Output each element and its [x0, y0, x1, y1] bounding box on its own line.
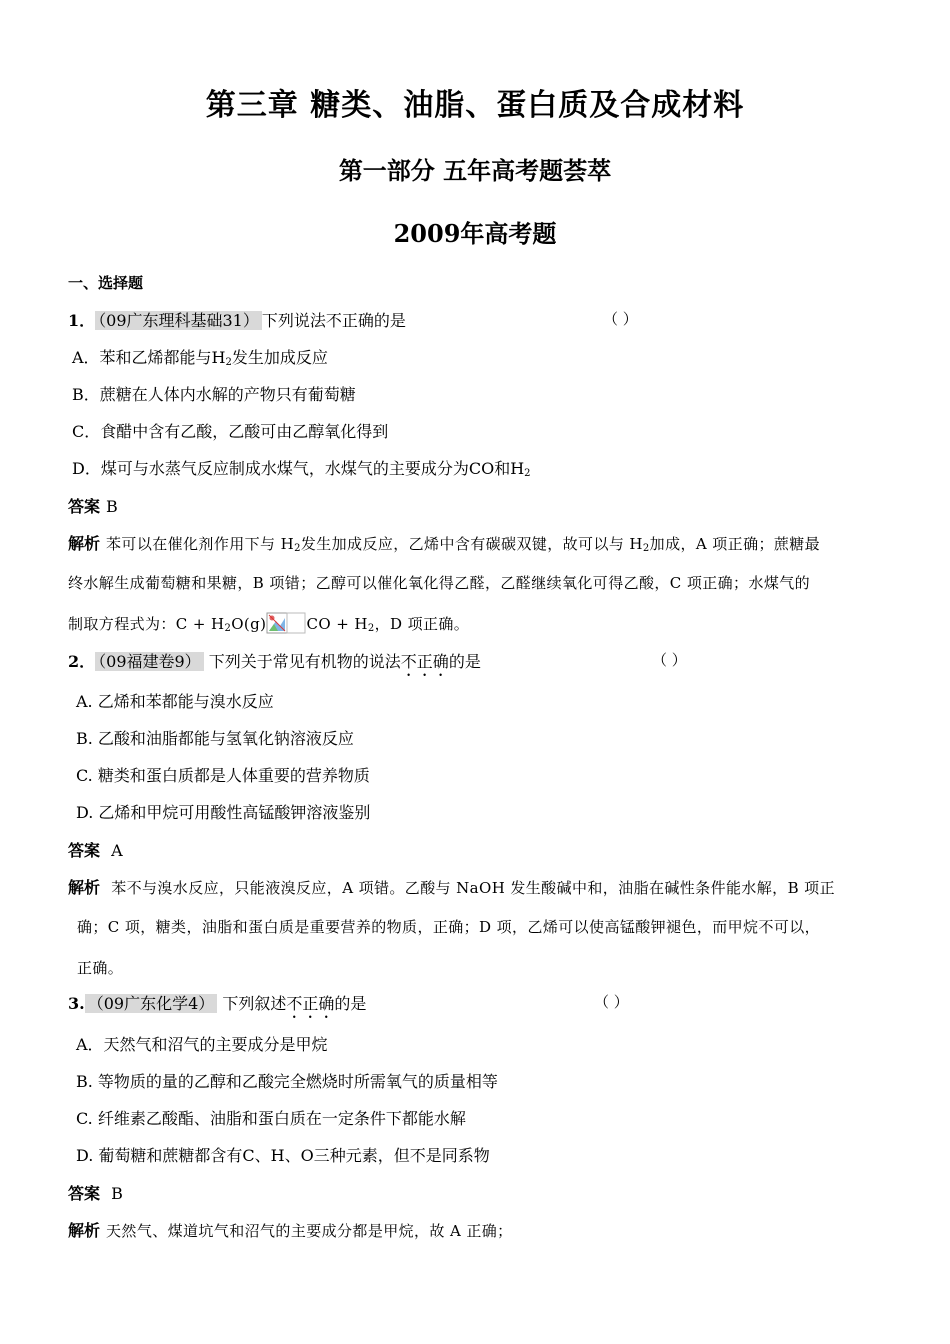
- question-1-stem: [68, 308, 406, 331]
- option-d: D. 葡萄糖和蔗糖都含有C、H、O三种元素，但不是同系物: [76, 1146, 490, 1165]
- answer-label: 答案: [68, 1184, 101, 1203]
- question-text: 下列叙述: [222, 994, 287, 1013]
- option-b: B. 乙酸和油脂都能与氢氧化钠溶液反应: [76, 729, 354, 748]
- question-text: 下列说法不正确的是: [261, 311, 406, 330]
- question-number: 1．: [68, 311, 96, 330]
- emphasis-text: 不正确: [400, 652, 449, 671]
- answer-label: 答案: [68, 497, 101, 516]
- question-number: 2．: [68, 652, 96, 671]
- explanation-line: 终水解生成葡萄糖和果糖，B 项错；乙醇可以催化氧化得乙醛，乙醛继续氧化可得乙酸，C 项正确；水煤气的: [68, 574, 811, 592]
- question-source: （09广东理科基础31）: [95, 311, 262, 330]
- option-b: B. 等物质的量的乙醇和乙酸完全燃烧时所需氧气的质量相等: [76, 1072, 498, 1091]
- explanation-label: 解析: [68, 1221, 101, 1240]
- explanation-line: 确；C 项，糖类，油脂和蛋白质是重要营养的物质，正确；D 项，乙烯可以使高锰酸钾褪色，而甲烷不可以，: [77, 918, 821, 936]
- answer-value: B: [106, 497, 118, 516]
- answer-blank: （ ）: [594, 993, 629, 1011]
- question-source: （09广东化学4）: [85, 994, 218, 1013]
- question-number: 3.: [68, 994, 85, 1013]
- section-heading: 一、选择题: [68, 274, 144, 292]
- answer-value: B: [111, 1184, 123, 1203]
- option-c: C. 糖类和蛋白质都是人体重要的营养物质: [76, 766, 370, 785]
- answer-row: [68, 838, 123, 861]
- option-d: D. 乙烯和甲烷可用酸性高锰酸钾溶液鉴别: [76, 803, 371, 822]
- explanation-label: 解析: [68, 534, 101, 553]
- option-d: D．煤可与水蒸气反应制成水煤气，水煤气的主要成分为CO和$H_2$: [72, 459, 531, 479]
- chapter-title: 第三章 糖类、油脂、蛋白质及合成材料: [205, 88, 745, 123]
- answer-blank: （ ）: [603, 310, 638, 328]
- answer-value: A: [111, 841, 123, 860]
- option-b: B．蔗糖在人体内水解的产物只有葡萄糖: [72, 385, 356, 404]
- answer-label: 答案: [68, 841, 101, 860]
- option-c: C．食醋中含有乙酸，乙酸可由乙醇氧化得到: [72, 422, 389, 441]
- explanation-line: 制取方程式为：$C + H_2O(g)$ CO + $H_2$，D 项正确。: [68, 612, 469, 634]
- answer-row: [68, 494, 118, 517]
- answer-row: [68, 1181, 123, 1204]
- option-c: C. 纤维素乙酸酯、油脂和蛋白质在一定条件下都能水解: [76, 1109, 466, 1128]
- question-text: 的是: [334, 994, 367, 1013]
- explanation-line: 解析 天然气、煤道坑气和沼气的主要成分都是甲烷，故 A 正确；: [68, 1221, 513, 1240]
- explanation-line: 正确。: [77, 959, 124, 977]
- question-text: 的是: [448, 652, 481, 671]
- option-a: A．天然气和沼气的主要成分是甲烷: [76, 1035, 328, 1054]
- part-title: 第一部分 五年高考题荟萃: [338, 156, 612, 185]
- year-title: 2009年高考题: [393, 219, 557, 248]
- question-2-stem: [68, 649, 481, 680]
- option-a: A. 乙烯和苯都能与溴水反应: [76, 692, 274, 711]
- question-text: 下列关于常见有机物的说法: [208, 652, 401, 671]
- option-a: A．苯和乙烯都能与$H_2$发生加成反应: [72, 348, 328, 368]
- explanation-label: 解析: [68, 878, 101, 897]
- explanation-line: 解析 苯不与溴水反应，只能液溴反应，A 项错。乙酸与 NaOH 发生酸碱中和，油脂在碱性条件能水解，B 项正: [68, 878, 835, 897]
- emphasis-text: 不正确: [286, 994, 335, 1013]
- explanation-line: 解析 苯可以在催化剂作用下与 $H_2$发生加成反应，乙烯中含有碳碳双键，故可以与 $H_2$加成，A 项正确；蔗糖最: [68, 534, 821, 554]
- reaction-arrow-image: [266, 612, 306, 634]
- question-source: （09福建卷9）: [95, 652, 204, 671]
- answer-blank: （ ）: [652, 651, 687, 669]
- question-3-stem: [68, 991, 366, 1022]
